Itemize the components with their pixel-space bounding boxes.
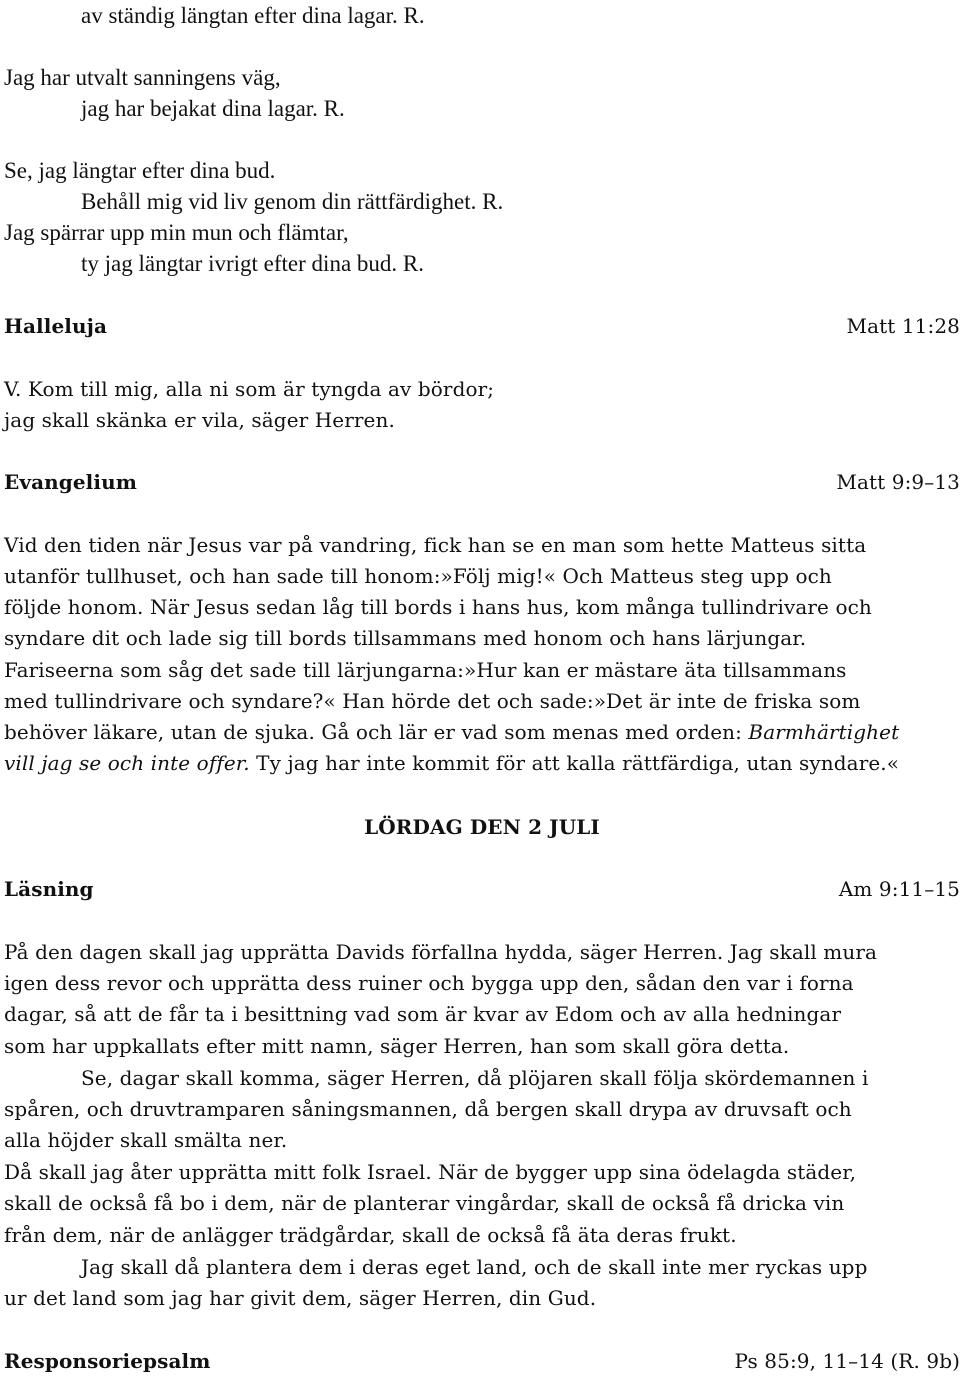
psalm-line-5: Behåll mig vid liv genom din rättfärdighet. R.: [81, 189, 504, 214]
evangelium-quote-end: vill jag se och inte offer.: [4, 751, 250, 775]
evangelium-line-7-text: behöver läkare, utan de sjuka. Gå och lär er vad som menas med orden:: [4, 720, 749, 744]
evangelium-heading-row: [4, 467, 960, 498]
evangelium-heading: Evangelium: [4, 470, 137, 494]
lasning-line-6: spåren, och druvtramparen såningsmannen, då bergen skall drypa av druvsaft och: [4, 1097, 852, 1121]
lasning-line-11: Jag skall då plantera dem i deras eget land, och de skall inte mer ryckas upp: [81, 1255, 868, 1279]
evangelium-line-2: utanför tullhuset, och han sade till honom:»Följ mig!« Och Matteus steg upp och: [4, 564, 832, 588]
lasning-line-5: Se, dagar skall komma, säger Herren, då plöjaren skall följa skördemannen i: [81, 1066, 869, 1090]
evangelium-line-3: följde honom. När Jesus sedan låg till bords i hans hus, kom många tullindrivare och: [4, 595, 872, 619]
psalm-line-4: Se, jag längtar efter dina bud.: [4, 158, 276, 183]
psalm-line-2: Jag har utvalt sanningens väg,: [4, 65, 281, 90]
halleluja-line-2: jag skall skänka er vila, säger Herren.: [4, 408, 395, 432]
lasning-heading-row: [4, 874, 960, 905]
responsoriepsalm-heading-row: [4, 1346, 960, 1377]
lasning-line-8: Då skall jag åter upprätta mitt folk Israel. När de bygger upp sina ödelagda städer,: [4, 1160, 857, 1184]
halleluja-heading: Halleluja: [4, 314, 108, 338]
psalm-line-1: av ständig längtan efter dina lagar. R.: [81, 3, 425, 28]
lasning-heading: Läsning: [4, 877, 94, 901]
evangelium-line-4: syndare dit och lade sig till bords tillsammans med honom och hans lärjungar.: [4, 626, 807, 650]
psalm-line-7: ty jag längtar ivrigt efter dina bud. R.: [81, 251, 424, 276]
evangelium-line-8-text: Ty jag har inte kommit för att kalla rättfärdiga, utan syndare.«: [249, 751, 900, 775]
evangelium-line-7: [4, 717, 899, 748]
halleluja-line-1: V. Kom till mig, alla ni som är tyngda av bördor;: [4, 377, 495, 401]
evangelium-reference: Matt 9:9–13: [836, 470, 960, 494]
lasning-line-1: På den dagen skall jag upprätta Davids förfallna hydda, säger Herren. Jag skall mura: [4, 940, 878, 964]
evangelium-quote-start: Barmhärtighet: [748, 720, 900, 744]
lasning-line-4: som har uppkallats efter mitt namn, säger Herren, han som skall göra detta.: [4, 1034, 790, 1058]
evangelium-line-8: [4, 748, 899, 779]
responsoriepsalm-heading: Responsoriepsalm: [4, 1349, 211, 1373]
day-title: LÖRDAG DEN 2 JULI: [364, 815, 600, 839]
lasning-line-9: skall de också få bo i dem, när de planterar vingårdar, skall de också få dricka vin: [4, 1191, 845, 1215]
lasning-line-3: dagar, så att de får ta i besittning vad som är kvar av Edom och av alla hedningar: [4, 1002, 842, 1026]
halleluja-reference: Matt 11:28: [846, 314, 960, 338]
evangelium-line-1: Vid den tiden när Jesus var på vandring, fick han se en man som hette Matteus sitta: [4, 533, 867, 557]
lasning-line-10: från dem, när de anlägger trädgårdar, skall de också få äta deras frukt.: [4, 1223, 737, 1247]
lasning-line-2: igen dess revor och upprätta dess ruiner och bygga upp den, sådan den var i forna: [4, 971, 854, 995]
evangelium-line-5: Fariseerna som såg det sade till lärjungarna:»Hur kan er mästare äta tillsammans: [4, 658, 847, 682]
psalm-line-3: jag har bejakat dina lagar. R.: [81, 96, 345, 121]
lasning-reference: Am 9:11–15: [838, 877, 960, 901]
responsoriepsalm-reference: Ps 85:9, 11–14 (R. 9b): [734, 1349, 960, 1373]
halleluja-heading-row: [4, 311, 960, 342]
psalm-line-6: Jag spärrar upp min mun och flämtar,: [4, 220, 349, 245]
evangelium-line-6: med tullindrivare och syndare?« Han hörde det och sade:»Det är inte de friska som: [4, 689, 861, 713]
lasning-line-12: ur det land som jag har givit dem, säger Herren, din Gud.: [4, 1286, 597, 1310]
lasning-line-7: alla höjder skall smälta ner.: [4, 1128, 288, 1152]
